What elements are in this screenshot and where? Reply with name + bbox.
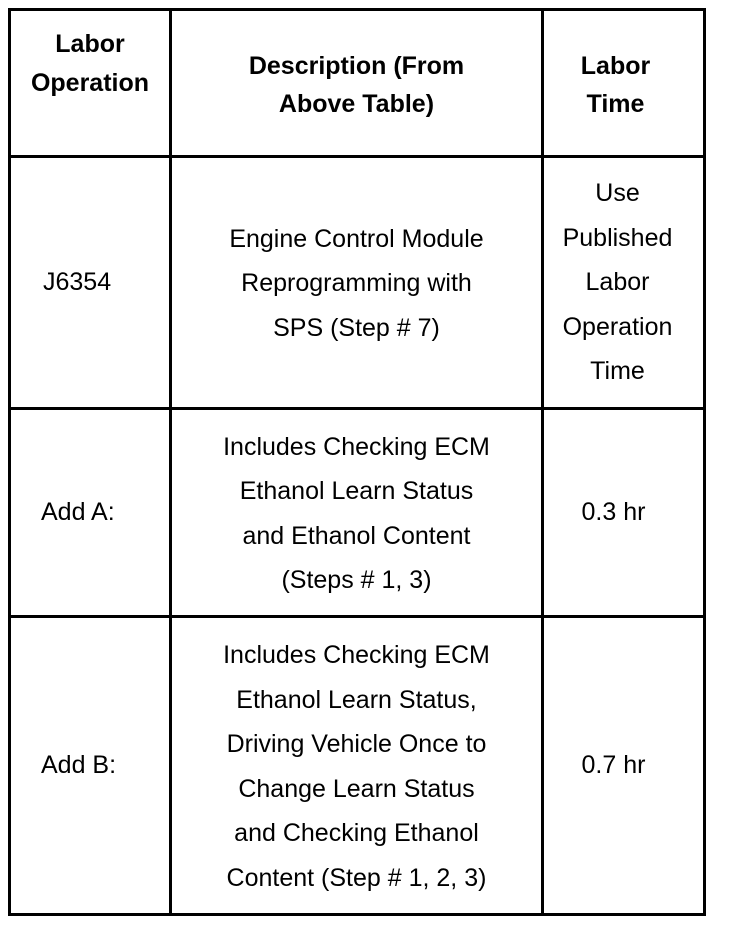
row1-operation-text: J6354 [43, 268, 112, 297]
row1-time [544, 158, 703, 407]
row3-time-text: 0.7 hr [581, 751, 646, 780]
header-description-text: Description (From Above Table) [248, 51, 465, 118]
row2-description [172, 410, 541, 615]
row2-operation [11, 410, 169, 615]
header-labor-time [544, 11, 703, 155]
row1-description-text: Engine Control Module Reprogramming with SPS (Step # 7) [229, 224, 484, 342]
row3-operation-text: Add B: [41, 751, 117, 780]
row2-description-text: Includes Checking ECM Ethanol Learn Status and Ethanol Content (Steps # 1, 3) [223, 432, 490, 594]
header-labor-operation-text: Labor Operation [30, 30, 150, 97]
row1-time-text: Use Published Labor Operation Time [562, 179, 673, 386]
row1-description [172, 158, 541, 407]
row2-operation-text: Add A: [41, 498, 115, 527]
header-description [172, 11, 541, 155]
row2-time-text: 0.3 hr [581, 498, 646, 527]
row1-operation [11, 158, 169, 407]
table-border-right [703, 8, 706, 916]
row3-description-text: Includes Checking ECM Ethanol Learn Status, Driving Vehicle Once to Change Learn Status and Checking Ethanol Content (Step # 1, 2, 3) [223, 641, 490, 892]
row2-time [544, 410, 703, 615]
row3-time [544, 618, 703, 913]
row3-operation [11, 618, 169, 913]
header-labor-time-text: Labor Time [580, 51, 651, 118]
header-labor-operation [11, 11, 169, 155]
table-border-bottom [8, 913, 706, 916]
row3-description [172, 618, 541, 913]
